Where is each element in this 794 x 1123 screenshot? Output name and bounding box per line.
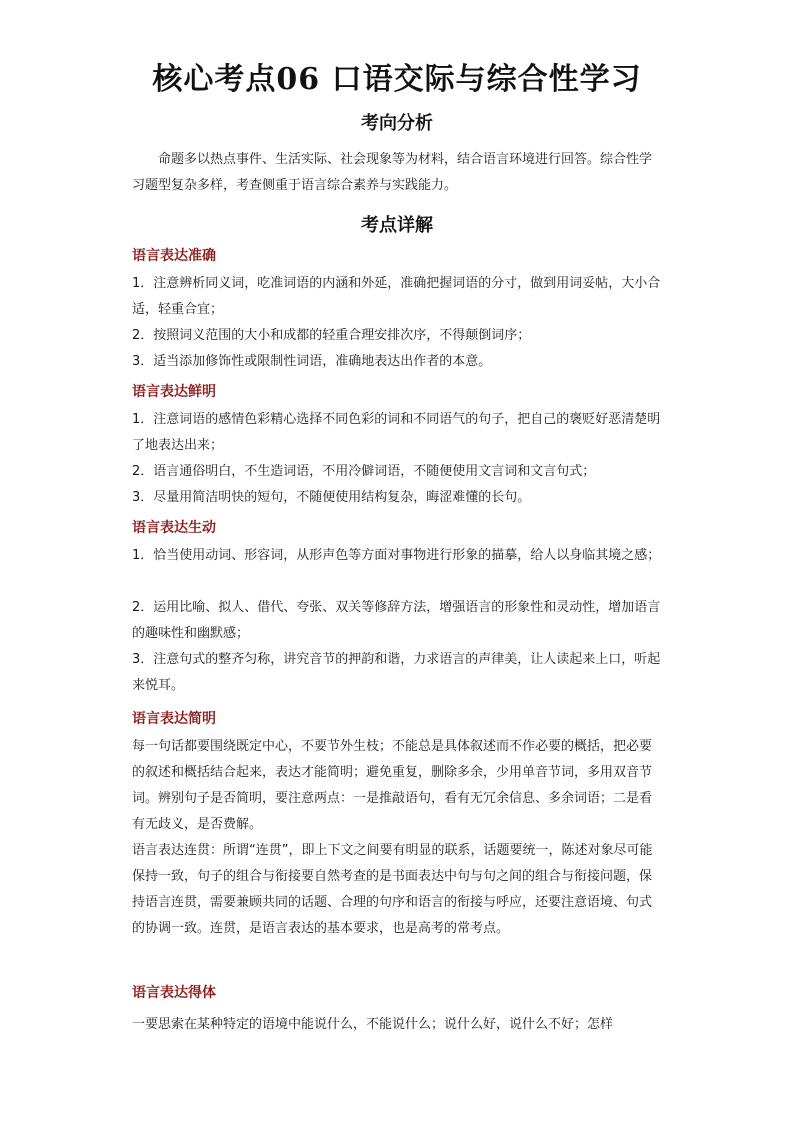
list-item: 每一句话都要围绕既定中心，不要节外生枝；不能总是具体叙述而不作必要的概括，把必要的叙述和概括结合起来，表达才能简明；避免重复，删除多余，少用单音节词，多用双音节词。辨别句子是否简明，要注意两点：一是推敲语句，看有无冗余信息、多余词语；二是看有无歧义，是否费解。 — [132, 739, 653, 832]
list-item: 2．运用比喻、拟人、借代、夸张、双关等修辞方法，增强语言的形象性和灵动性，增加语言的趣味性和幽默感； — [132, 600, 661, 641]
list-item: 3．尽量用简洁明快的短句，不随便使用结构复杂，晦涩难懂的长句。 — [132, 490, 531, 505]
list-item: 语言表达连贯：所谓“连贯”，即上下文之间要有明显的联系，话题要统一，陈述对象尽可能保持一致，句子的组合与衔接要自然考查的是书面表达中句与句之间的组合与衔接问题，保持语言连贯，需要兼顾共同的话题、合理的句序和语言的衔接与呼应，还要注意语境、句式的协调一致。连贯，是语言表达的基本要求，也是高考的常考点。 — [132, 843, 653, 936]
list-item: 1．注意词语的感情色彩精心选择不同色彩的词和不同语气的句子，把自己的褒贬好恶清楚明了地表达出来； — [132, 412, 661, 453]
section-heading-appropriate: 语言表达得体 — [132, 985, 216, 1001]
list-item: 3．注意句式的整齐匀称，讲究音节的押韵和谐，力求语言的声律美，让人读起来上口，听起来悦耳。 — [132, 652, 661, 693]
details-heading: 考点详解 — [361, 215, 433, 236]
list-item: 1．注意辨析同义词，吃准词语的内涵和外延，准确把握词语的分寸，做到用词妥帖，大小合适，轻重合宜； — [132, 276, 661, 317]
section-heading-vivid-clear: 语言表达鲜明 — [132, 384, 216, 400]
section-heading-concise: 语言表达简明 — [132, 711, 216, 727]
section-heading-lively: 语言表达生动 — [132, 520, 216, 536]
list-item: 2．按照词义范围的大小和成都的轻重合理安排次序，不得颠倒词序； — [132, 328, 531, 343]
analysis-heading: 考向分析 — [361, 113, 433, 134]
list-item: 1．恰当使用动词、形容词，从形声色等方面对事物进行形象的描摹，给人以身临其境之感； — [132, 548, 661, 563]
list-item: 一要思索在某种特定的语境中能说什么，不能说什么；说什么好，说什么不好；怎样 — [132, 1017, 614, 1032]
list-item: 2．语言通俗明白，不生造词语，不用冷僻词语，不随便使用文言词和文言句式； — [132, 464, 596, 479]
analysis-paragraph: 命题多以热点事件、生活实际、社会现象等为材料，结合语言环境进行回答。综合性学习题型复杂多样，考查侧重于语言综合素养与实践能力。 — [132, 152, 653, 193]
list-item: 3．适当添加修饰性或限制性词语，准确地表达出作者的本意。 — [132, 354, 492, 369]
section-heading-accurate: 语言表达准确 — [132, 248, 216, 264]
page-title: 核心考点06 口语交际与综合性学习 — [152, 62, 642, 97]
